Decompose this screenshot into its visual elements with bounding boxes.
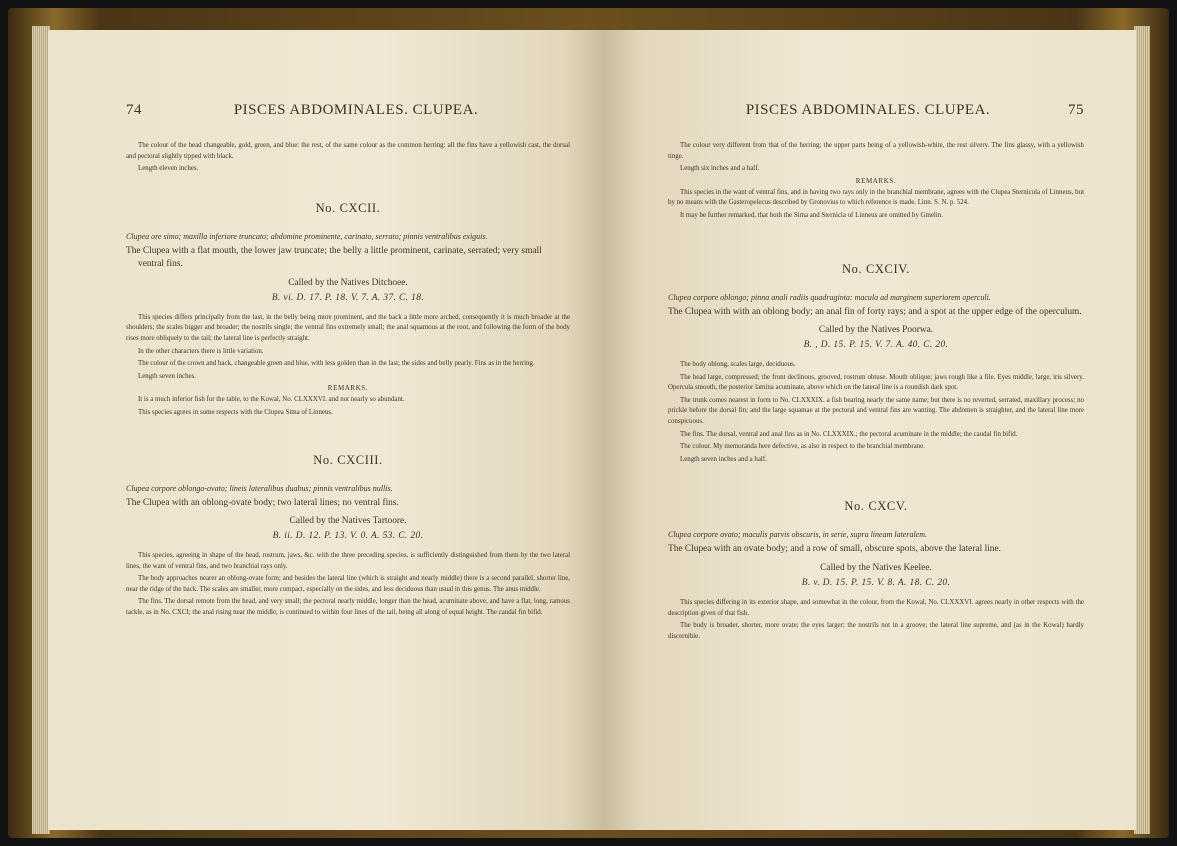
species-section — [126, 201, 570, 419]
species-section — [668, 262, 1084, 466]
native-name: Called by the Natives Poorwa. — [818, 325, 934, 336]
latin-description: Clupea ore simo; maxilla inferiore truncato; abdomine prominente, carinato, serrato; pinnis ventralibus exiguis. — [126, 231, 488, 241]
remarks-paragraph: It is a much inferior fish for the table, to the Kowal, No. CLXXXVI. and not nearly so abundant. — [138, 396, 405, 404]
remarks-heading: REMARKS. — [855, 176, 897, 185]
species-section — [668, 499, 1084, 642]
latin-description: Clupea corpore ovato; maculis parvis obscuris, in serie, supra lineam lateralem. — [668, 530, 928, 540]
body-paragraph: The body oblong, scales large, deciduous. — [680, 361, 796, 369]
fin-formula: B. v. D. 15. P. 15. V. 8. A. 18. C. 20. — [801, 577, 951, 588]
fin-formula: B. vi. D. 17. P. 18. V. 7. A. 37. C. 18. — [271, 292, 425, 303]
native-name: Called by the Natives Ditchoee. — [288, 277, 408, 288]
body-paragraph: The body is broader, shorter, more ovate; the eyes larger; the nostrils not in a groove; the lateral line supreme, and (as in the Kowal) hardly discernible. — [668, 622, 1084, 640]
section-number: No. CXCII. — [315, 200, 381, 215]
section-number: No. CXCV. — [844, 499, 908, 514]
right-page — [604, 30, 1136, 830]
book-spread — [8, 8, 1169, 838]
body-paragraph: This species, agreeing in shape of the head, rostrum, jaws, &c. with the three preceding species, is sufficiently distinguished from them by the two lateral lines, the want of ventral fins, and two branchial rays only. — [126, 552, 570, 570]
body-paragraph: The trunk comes nearest in form to No. CLXXXIX. a fish bearing nearly the same name; but there is no reverted, serrated, maxillary process; no prickle before the dorsal fin; and the large squamae at the pectoral and ventral fins are wanting. The abdomen is straighter, and the lateral line more conspicuous. — [668, 396, 1084, 426]
page-number: 74 — [126, 102, 142, 118]
remarks-paragraph: This species agrees in some respects with the Clupea Sima of Linneus. — [138, 408, 333, 416]
body-paragraph: This species differs principally from the last, in the belly being more prominent, and the back a little more arched, consequently it is much broader at the shoulders; the scales bigger and broader; the nostrils single; the ventral fins extremely small; the anal squamous at the root, and following the form of the body rises more obliquely to the tail; the lateral line is perfectly straight. — [126, 313, 570, 342]
body-paragraph: The body approaches nearer an oblong-ovate form; and besides the lateral line (which is straight and nearly middle) there is a second parallel, shorter line, near the ridge of the back. The scales are smaller, more compact, especially on the sides, and less deciduous than usual in this genus. The anus middle. — [126, 575, 570, 593]
body-paragraph: In the other characters there is little variation. — [138, 347, 264, 355]
section-number: No. CXCIII. — [313, 452, 383, 467]
body-paragraph: The fins. The dorsal remote from the head, and very small; the pectoral nearly middle, longer than the head, acuminate above, and have a flat, long, ramous tackle, as in No. CXCI; the anal rising near the middle, is continued to within four lines of the tail, being all along of equal height. The caudal fin bifid. — [126, 598, 570, 616]
running-title: PISCES ABDOMINALES. CLUPEA. — [233, 102, 479, 118]
intro-paragraph: The colour of the head changeable, gold, green, and blue: the rest, of the same colour as the common herring: all the fins have a yellowish cast, the dorsal and pectoral slightly tipped with black. — [126, 142, 570, 160]
body-paragraph: This species differing in its exterior shape, and somewhat in the colour, from the Kowal, No. CLXXXVI. agrees nearly in other respects with the description given of that fish. — [668, 598, 1084, 617]
remarks-paragraph: This species in the want of ventral fins, and in having two rays only in the branchial membrane, agrees with the Clupea Sternicula of Linneus, but by no means with the Gasteropelecus described by Gronovius to which reference is made. Linn. S. N. p. 524. — [668, 188, 1084, 207]
body-paragraph: The colour of the crown and back, changeable green and blue, with less golden than in the last; the sides and belly pearly. Fins as in the herring. — [138, 360, 535, 368]
left-page-header — [126, 102, 570, 119]
intro-paragraph: The colour very different from that of the herring; the upper parts being of a yellowish-white, the rest silvery. The fins glassy, with a yellowish tinge. — [668, 142, 1084, 160]
body-paragraph: The head large, compressed; the front declinous, grooved, rostrum obtuse. Mouth oblique; jaws rough like a file. Eyes middle, large, iris silvery. Opercula smooth, the posterior lamina acuminate, above which on the lateral line is a roundish dark spot. — [668, 373, 1084, 392]
english-description: The Clupea with with an oblong body; an anal fin of forty rays; and a spot at the upper edge of the operculum. — [668, 306, 1082, 317]
fin-formula: B. , D. 15. P. 15. V. 7. A. 40. C. 20. — [803, 340, 949, 351]
left-page — [48, 30, 604, 830]
species-section — [126, 453, 570, 619]
latin-description: Clupea corpore oblongo; pinna anali radiis quadraginta: macula ad marginem superiorem operculi. — [668, 292, 991, 302]
section-number: No. CXCIV. — [842, 261, 910, 276]
intro-length: Length eleven inches. — [138, 165, 199, 173]
right-page-edges — [1134, 26, 1150, 834]
english-description: The Clupea with an oblong-ovate body; two lateral lines; no ventral fins. — [126, 497, 399, 508]
remarks-heading: REMARKS. — [327, 384, 369, 393]
right-page-header — [668, 102, 1084, 119]
remarks-paragraph: It may be further remarked, that both the Sima and Sternicla of Linneus are omitted by Gmelin. — [680, 211, 943, 219]
native-name: Called by the Natives Tartoore. — [289, 516, 407, 527]
page-number: 75 — [1068, 102, 1084, 118]
latin-description: Clupea corpore oblongo-ovato; lineis lateralibus duabus; pinnis ventralibus nullis. — [126, 483, 393, 493]
native-name: Called by the Natives Keelee. — [820, 562, 932, 573]
body-paragraph: Length seven inches. — [138, 372, 196, 380]
english-description: The Clupea with a flat mouth, the lower jaw truncate; the belly a little prominent, carinate, serrated; very small ventral fins. — [126, 245, 542, 270]
body-paragraph: Length seven inches and a half. — [680, 455, 767, 463]
fin-formula: B. ii. D. 12. P. 13. V. 0. A. 53. C. 20. — [272, 531, 424, 542]
body-paragraph: The colour. My memoranda here defective, as also in respect to the branchial membrane. — [680, 443, 925, 451]
body-paragraph: The fins. The dorsal, ventral and anal fins as in No. CLXXXIX.; the pectoral acuminate in the middle; the caudal fin bifid. — [680, 430, 1018, 438]
intro-length: Length six inches and a half. — [680, 165, 760, 173]
english-description: The Clupea with an ovate body; and a row of small, obscure spots, above the lateral line. — [668, 544, 1001, 555]
running-title: PISCES ABDOMINALES. CLUPEA. — [745, 102, 991, 118]
